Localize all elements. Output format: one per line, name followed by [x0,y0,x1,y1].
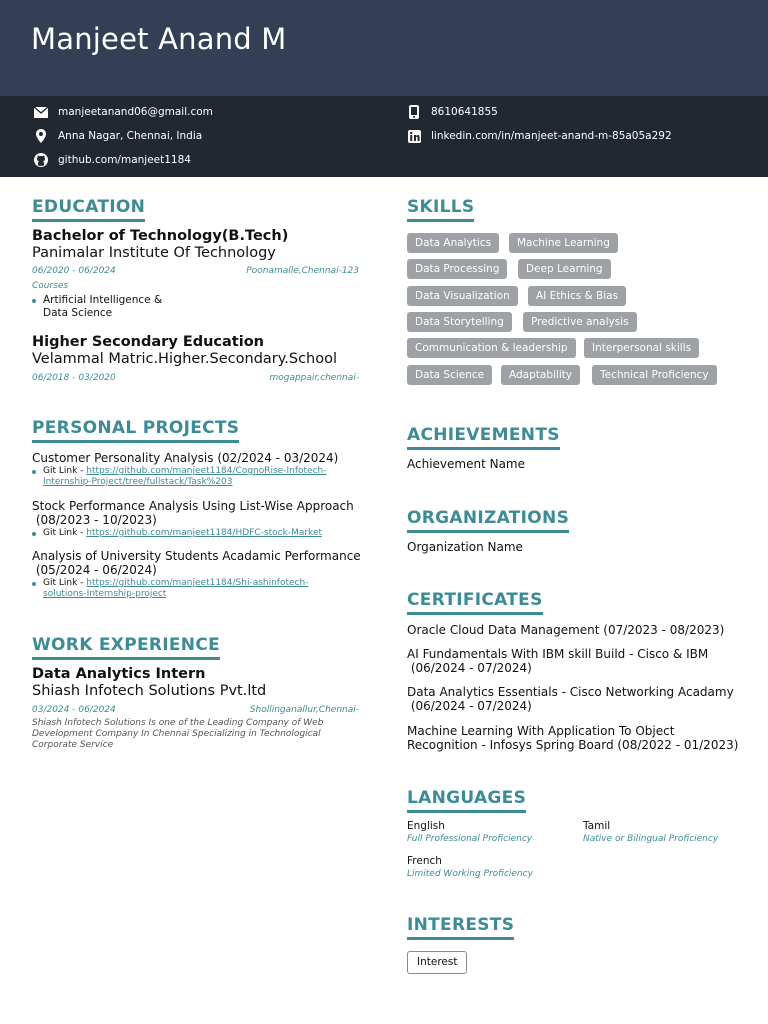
certificate-item [407,685,734,713]
location-pin-icon [34,129,48,143]
work-role: Data Analytics Intern [32,666,206,682]
contact-bar [0,96,768,177]
contact-linkedin[interactable] [407,128,672,144]
courses-label: Courses [32,281,69,291]
git-label: Git Link - [43,466,87,476]
skill-tag: Data Analytics [407,233,499,253]
desc-line: Development Company In Chennai Specializing in Technological [32,729,321,739]
work-heading: WORK EXPERIENCE [32,635,220,660]
interests-heading: INTERESTS [407,915,514,940]
language-name: Tamil [583,820,611,832]
certificate-dates: (06/2024 - 07/2024) [407,699,532,713]
education-location: Poonamalle,Chennai-123 [246,266,359,276]
project-dates: (08/2023 - 10/2023) [32,513,157,527]
git-url[interactable]: solutions-Internship-project [43,589,167,599]
project-dates: (05/2024 - 06/2024) [32,563,157,577]
linkedin-icon [407,129,421,143]
git-label: Git Link - [43,528,87,538]
skill-tag: Data Storytelling [407,312,512,332]
desc-line: Shiash Infotech Solutions Is one of the Leading Company of Web [32,718,324,728]
course-item [32,294,162,320]
skill-tag: Communication & leadership [407,338,576,358]
skill-tag: Data Visualization [407,286,518,306]
achievements-heading: ACHIEVEMENTS [407,425,560,450]
skill-tag: Technical Proficiency [592,365,717,385]
education-degree: Higher Secondary Education [32,334,264,350]
education-school: Panimalar Institute Of Technology [32,245,276,261]
certificate-item: Oracle Cloud Data Management (07/2023 - 08/2023) [407,623,725,637]
linkedin-text: linkedin.com/in/manjeet-anand-m-85a05a292 [431,130,672,142]
education-heading: EDUCATION [32,197,145,222]
course-line: Artificial Intelligence & [43,294,163,306]
education-degree: Bachelor of Technology(B.Tech) [32,228,289,244]
git-url[interactable]: https://github.com/manjeet1184/HDFC-stock-Market [86,528,323,538]
education-dates: 06/2020 - 06/2024 [32,266,116,276]
work-company: Shiash Infotech Solutions Pvt.ltd [32,683,267,699]
github-text: github.com/manjeet1184 [58,154,191,166]
course-line: Data Science [43,307,113,319]
work-description [32,718,323,751]
project-git-link[interactable] [32,528,322,539]
github-icon [34,153,48,167]
phone-text: 8610641855 [431,106,498,118]
organizations-heading: ORGANIZATIONS [407,508,569,533]
desc-line: Corporate Service [32,740,114,750]
language-name: French [407,855,442,867]
work-dates: 03/2024 - 06/2024 [32,705,116,715]
certificates-heading: CERTIFICATES [407,590,543,615]
certificate-item [407,647,708,675]
skill-tag: Adaptability [501,365,580,385]
education-location: mogappair,chennai- [269,373,359,383]
projects-heading: PERSONAL PROJECTS [32,418,239,443]
skills-heading: SKILLS [407,197,474,222]
project-title-line: Analysis of University Students Acadamic Performance [32,549,361,563]
contact-email[interactable] [34,104,213,120]
phone-icon [407,105,421,119]
achievement-item: Achievement Name [407,457,526,471]
certificate-line: Recognition - Infosys Spring Board (08/2022 - 01/2023) [407,738,739,752]
mail-icon [34,105,48,119]
project-git-link[interactable] [32,466,326,488]
email-text: manjeetanand06@gmail.com [58,106,213,118]
certificate-line: Data Analytics Essentials - Cisco Networking Acadamy [407,685,734,699]
language-name: English [407,820,445,832]
skill-tag: Deep Learning [518,259,611,279]
languages-heading: LANGUAGES [407,788,526,813]
certificate-line: AI Fundamentals With IBM skill Build - Cisco & IBM [407,647,709,661]
education-school: Velammal Matric.Higher.Secondary.School [32,351,338,367]
project-title-line: Stock Performance Analysis Using List-Wise Approach [32,499,354,513]
skill-tag: Data Processing [407,259,507,279]
git-label: Git Link - [43,578,87,588]
language-level: Limited Working Proficiency [407,869,533,879]
certificate-item [407,724,738,752]
certificate-dates: (06/2024 - 07/2024) [407,661,532,675]
interest-tag: Interest [407,951,467,974]
skill-tag: Machine Learning [509,233,618,253]
resume-header [0,0,768,96]
skill-tag: Interpersonal skills [584,338,699,358]
contact-location [34,128,202,144]
git-url[interactable]: Internship-Project/tree/fullstack/Task%203 [43,477,233,487]
contact-phone[interactable] [407,104,498,120]
skill-tag: Predictive analysis [523,312,637,332]
language-level: Full Professional Proficiency [407,834,533,844]
candidate-name: Manjeet Anand M [31,22,287,56]
language-level: Native or Bilingual Proficiency [583,834,719,844]
skill-tag: AI Ethics & Bias [528,286,626,306]
project-title: Customer Personality Analysis (02/2024 - 03/2024) [32,451,339,465]
contact-github[interactable] [34,152,191,168]
certificate-line: Machine Learning With Application To Object [407,724,675,738]
education-dates: 06/2018 - 03/2020 [32,373,116,383]
skill-tag: Data Science [407,365,492,385]
organization-item: Organization Name [407,540,523,554]
project-title [32,549,361,577]
project-git-link[interactable] [32,578,308,600]
work-location: Shollinganallur,Chennai- [249,705,359,715]
location-text: Anna Nagar, Chennai, India [58,130,203,142]
project-title [32,499,354,527]
git-url[interactable]: https://github.com/manjeet1184/Shi-ashinfotech- [86,578,309,588]
git-url[interactable]: https://github.com/manjeet1184/CognoRise-Infotech- [86,466,327,476]
